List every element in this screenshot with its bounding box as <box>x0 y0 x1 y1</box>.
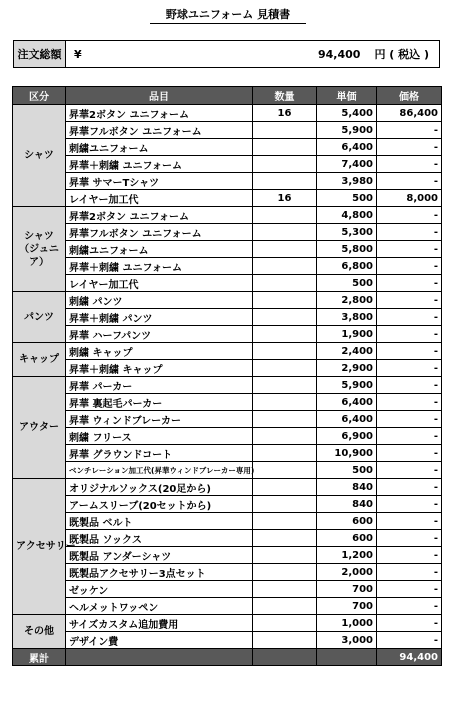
unit-price-cell: 700 <box>317 598 377 615</box>
unit-price-cell: 6,400 <box>317 139 377 156</box>
price-cell: - <box>377 275 442 292</box>
category-cell: シャツ （ジュニア） <box>13 207 66 292</box>
quantity-cell[interactable] <box>253 326 317 343</box>
unit-price-cell: 500 <box>317 462 377 479</box>
unit-price-cell: 3,800 <box>317 309 377 326</box>
item-cell: 既製品 ソックス <box>66 530 253 547</box>
table-row <box>13 190 442 207</box>
quantity-cell[interactable] <box>253 394 317 411</box>
price-cell: - <box>377 207 442 224</box>
price-cell: - <box>377 496 442 513</box>
unit-price-cell: 6,800 <box>317 258 377 275</box>
price-cell: - <box>377 326 442 343</box>
table-row <box>13 598 442 615</box>
price-cell: - <box>377 292 442 309</box>
quantity-cell[interactable] <box>253 207 317 224</box>
price-cell: - <box>377 224 442 241</box>
price-cell: - <box>377 530 442 547</box>
unit-price-cell: 1,000 <box>317 615 377 632</box>
quantity-cell[interactable]: 16 <box>253 105 317 122</box>
price-cell: - <box>377 598 442 615</box>
price-cell: - <box>377 343 442 360</box>
order-total-amount: 94,400 <box>318 47 361 61</box>
item-cell: デザイン費 <box>66 632 253 649</box>
quantity-cell[interactable] <box>253 564 317 581</box>
item-cell: 昇華 パーカー <box>66 377 253 394</box>
price-cell: - <box>377 564 442 581</box>
item-cell: アームスリーブ(20セットから) <box>66 496 253 513</box>
price-cell: - <box>377 173 442 190</box>
quantity-cell[interactable] <box>253 615 317 632</box>
item-cell: 昇華2ボタン ユニフォーム <box>66 105 253 122</box>
table-row <box>13 615 442 632</box>
order-total-box <box>13 40 440 68</box>
table-row <box>13 105 442 122</box>
price-cell: - <box>377 632 442 649</box>
summary-total: 94,400 <box>377 649 442 666</box>
quantity-cell[interactable] <box>253 598 317 615</box>
price-cell: - <box>377 258 442 275</box>
price-cell: - <box>377 479 442 496</box>
estimate-table <box>12 86 442 666</box>
item-cell: サイズカスタム追加費用 <box>66 615 253 632</box>
price-cell: - <box>377 309 442 326</box>
price-cell: - <box>377 139 442 156</box>
table-row <box>13 258 442 275</box>
unit-price-cell: 5,400 <box>317 105 377 122</box>
quantity-cell[interactable] <box>253 173 317 190</box>
item-cell: ヘルメットワッペン <box>66 598 253 615</box>
unit-price-cell: 6,900 <box>317 428 377 445</box>
quantity-cell[interactable] <box>253 156 317 173</box>
item-cell: 昇華＋刺繍 ユニフォーム <box>66 258 253 275</box>
quantity-cell[interactable] <box>253 360 317 377</box>
price-cell: 86,400 <box>377 105 442 122</box>
header-unit-price: 単価 <box>317 87 377 105</box>
table-row <box>13 411 442 428</box>
unit-price-cell: 600 <box>317 513 377 530</box>
item-cell: オリジナルソックス(20足から) <box>66 479 253 496</box>
table-row <box>13 428 442 445</box>
price-cell: - <box>377 462 442 479</box>
item-cell: 既製品 ベルト <box>66 513 253 530</box>
document-title: 野球ユニフォーム 見積書 <box>165 8 291 21</box>
summary-blank <box>253 649 317 666</box>
order-total-amount-group <box>318 41 439 67</box>
unit-price-cell: 2,800 <box>317 292 377 309</box>
table-row <box>13 513 442 530</box>
unit-price-cell: 3,980 <box>317 173 377 190</box>
unit-price-cell: 1,200 <box>317 547 377 564</box>
quantity-cell[interactable] <box>253 309 317 326</box>
table-row <box>13 479 442 496</box>
table-row <box>13 241 442 258</box>
quantity-cell[interactable] <box>253 292 317 309</box>
unit-price-cell: 5,900 <box>317 377 377 394</box>
price-cell: - <box>377 428 442 445</box>
quantity-cell[interactable] <box>253 275 317 292</box>
quantity-cell[interactable] <box>253 428 317 445</box>
unit-price-cell: 2,000 <box>317 564 377 581</box>
price-cell: - <box>377 445 442 462</box>
title-underline <box>150 23 306 24</box>
category-cell: アウター <box>13 377 66 479</box>
unit-price-cell: 500 <box>317 275 377 292</box>
summary-blank <box>317 649 377 666</box>
unit-price-cell: 5,800 <box>317 241 377 258</box>
header-item: 品目 <box>66 87 253 105</box>
header-price: 価格 <box>377 87 442 105</box>
price-cell: - <box>377 394 442 411</box>
item-cell: 昇華2ボタン ユニフォーム <box>66 207 253 224</box>
table-row <box>13 377 442 394</box>
table-row <box>13 530 442 547</box>
yen-symbol: ¥ <box>74 47 82 61</box>
unit-price-cell: 700 <box>317 581 377 598</box>
table-row <box>13 207 442 224</box>
quantity-cell[interactable] <box>253 479 317 496</box>
table-row <box>13 326 442 343</box>
price-cell: - <box>377 547 442 564</box>
quantity-cell[interactable] <box>253 258 317 275</box>
unit-price-cell: 500 <box>317 190 377 207</box>
quantity-cell[interactable] <box>253 343 317 360</box>
item-cell: 昇華 裏起毛パーカー <box>66 394 253 411</box>
quantity-cell[interactable] <box>253 241 317 258</box>
item-cell: 昇華＋刺繍 パンツ <box>66 309 253 326</box>
price-cell: - <box>377 156 442 173</box>
item-cell: 昇華 ハーフパンツ <box>66 326 253 343</box>
item-cell: 既製品 アンダーシャツ <box>66 547 253 564</box>
summary-blank <box>66 649 253 666</box>
summary-label: 累計 <box>13 649 66 666</box>
price-cell: - <box>377 241 442 258</box>
unit-price-cell: 4,800 <box>317 207 377 224</box>
quantity-cell[interactable] <box>253 462 317 479</box>
price-cell: - <box>377 581 442 598</box>
table-row <box>13 139 442 156</box>
order-total-unit: 円 ( 税込 ) <box>374 48 429 61</box>
table-row <box>13 394 442 411</box>
quantity-cell[interactable] <box>253 632 317 649</box>
unit-price-cell: 5,300 <box>317 224 377 241</box>
category-cell: シャツ <box>13 105 66 207</box>
summary-row <box>13 649 442 666</box>
unit-price-cell: 5,900 <box>317 122 377 139</box>
category-cell: その他 <box>13 615 66 649</box>
item-cell: 昇華＋刺繍 キャップ <box>66 360 253 377</box>
unit-price-cell: 1,900 <box>317 326 377 343</box>
category-cell: アクセサリー <box>13 479 66 615</box>
unit-price-cell: 2,900 <box>317 360 377 377</box>
item-cell: レイヤー加工代 <box>66 190 253 207</box>
unit-price-cell: 600 <box>317 530 377 547</box>
header-category: 区分 <box>13 87 66 105</box>
quantity-cell[interactable] <box>253 224 317 241</box>
table-row <box>13 292 442 309</box>
price-cell: - <box>377 122 442 139</box>
category-cell: パンツ <box>13 292 66 343</box>
unit-price-cell: 10,900 <box>317 445 377 462</box>
price-cell: 8,000 <box>377 190 442 207</box>
quantity-cell[interactable] <box>253 139 317 156</box>
unit-price-cell: 6,400 <box>317 411 377 428</box>
quantity-cell[interactable]: 16 <box>253 190 317 207</box>
table-row <box>13 360 442 377</box>
table-row <box>13 156 442 173</box>
price-cell: - <box>377 377 442 394</box>
quantity-cell[interactable] <box>253 513 317 530</box>
table-header-row <box>13 87 442 105</box>
item-cell: 昇華フルボタン ユニフォーム <box>66 224 253 241</box>
table-row <box>13 224 442 241</box>
table-body <box>13 105 442 666</box>
table-row <box>13 309 442 326</box>
table-row <box>13 632 442 649</box>
item-cell: 昇華 サマーTシャツ <box>66 173 253 190</box>
table-row <box>13 122 442 139</box>
table-row <box>13 462 442 479</box>
price-cell: - <box>377 411 442 428</box>
table-row <box>13 564 442 581</box>
item-cell: 刺繍 キャップ <box>66 343 253 360</box>
quantity-cell[interactable] <box>253 496 317 513</box>
quantity-cell[interactable] <box>253 445 317 462</box>
item-cell: 刺繍 フリース <box>66 428 253 445</box>
item-cell: ゼッケン <box>66 581 253 598</box>
quantity-cell[interactable] <box>253 377 317 394</box>
table-row <box>13 496 442 513</box>
quantity-cell[interactable] <box>253 547 317 564</box>
header-quantity: 数量 <box>253 87 317 105</box>
item-cell: 既製品アクセサリー3点セット <box>66 564 253 581</box>
table-row <box>13 445 442 462</box>
table-row <box>13 173 442 190</box>
item-cell: 昇華フルボタン ユニフォーム <box>66 122 253 139</box>
unit-price-cell: 840 <box>317 479 377 496</box>
price-cell: - <box>377 360 442 377</box>
item-cell: 刺繍 パンツ <box>66 292 253 309</box>
table-row <box>13 581 442 598</box>
item-cell: 昇華 グラウンドコート <box>66 445 253 462</box>
item-cell: 昇華＋刺繍 ユニフォーム <box>66 156 253 173</box>
item-cell: 昇華 ウィンドブレーカー <box>66 411 253 428</box>
table-row <box>13 547 442 564</box>
quantity-cell[interactable] <box>253 530 317 547</box>
table-row <box>13 343 442 360</box>
quantity-cell[interactable] <box>253 411 317 428</box>
item-cell: 刺繍ユニフォーム <box>66 241 253 258</box>
unit-price-cell: 2,400 <box>317 343 377 360</box>
quantity-cell[interactable] <box>253 581 317 598</box>
price-cell: - <box>377 615 442 632</box>
item-cell: 刺繍ユニフォーム <box>66 139 253 156</box>
table-row <box>13 275 442 292</box>
unit-price-cell: 840 <box>317 496 377 513</box>
order-total-label: 注文総額 <box>14 41 66 67</box>
price-cell: - <box>377 513 442 530</box>
item-cell: ベンチレーション加工代(昇華ウィンドブレーカー専用) <box>66 462 253 479</box>
item-cell: レイヤー加工代 <box>66 275 253 292</box>
category-cell: キャップ <box>13 343 66 377</box>
unit-price-cell: 6,400 <box>317 394 377 411</box>
unit-price-cell: 7,400 <box>317 156 377 173</box>
quantity-cell[interactable] <box>253 122 317 139</box>
unit-price-cell: 3,000 <box>317 632 377 649</box>
